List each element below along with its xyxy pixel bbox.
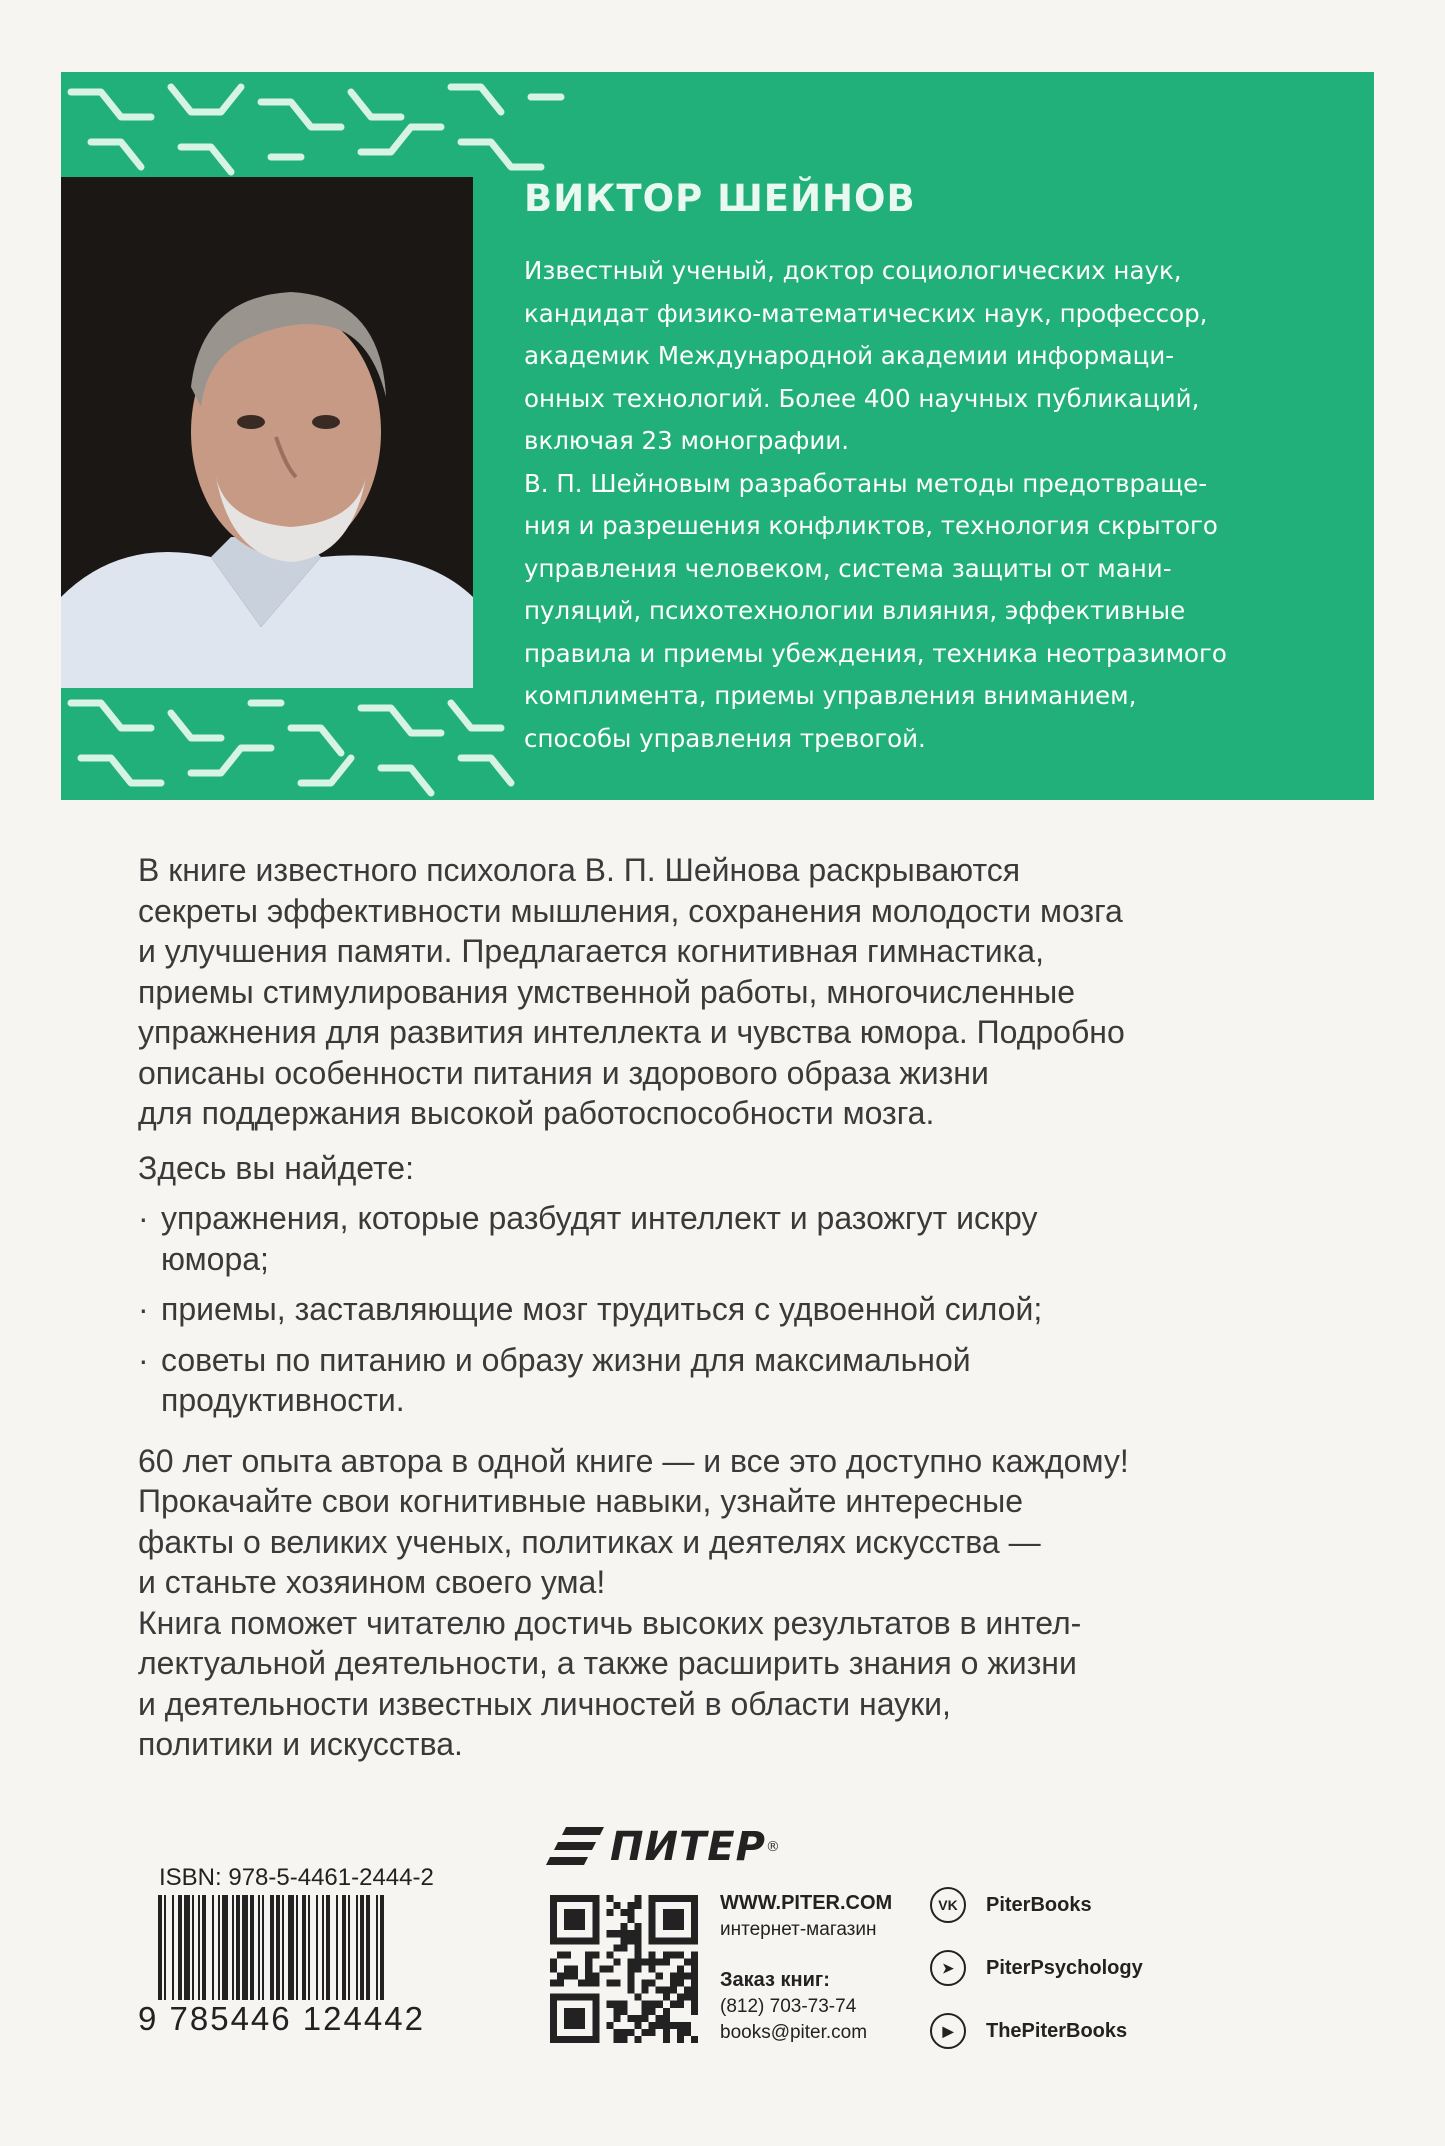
qr-module [585, 1994, 592, 2001]
qr-module [592, 1937, 599, 1944]
qr-module [670, 1916, 677, 1923]
qr-module [649, 1980, 656, 1987]
qr-module [606, 2001, 613, 2008]
qr-module [691, 1951, 698, 1958]
qr-module [592, 1994, 599, 2001]
qr-module [592, 2022, 599, 2029]
qr-module [592, 2008, 599, 2015]
play-icon: ▶ [930, 2013, 966, 2049]
qr-module [585, 1937, 592, 1944]
qr-module [585, 1980, 592, 1987]
bullet-icon: · [138, 1291, 149, 1327]
qr-module [620, 1909, 627, 1916]
qr-module [564, 1909, 571, 1916]
vk-icon: VK [930, 1887, 966, 1923]
qr-module [571, 1895, 578, 1902]
shop-info [720, 1892, 892, 2044]
qr-module [663, 1923, 670, 1930]
qr-module [592, 1902, 599, 1909]
qr-module [585, 1973, 592, 1980]
qr-module [613, 2001, 620, 2008]
qr-module [649, 1895, 656, 1902]
qr-module [571, 2022, 578, 2029]
qr-module [550, 2022, 557, 2029]
qr-module [628, 1902, 635, 1909]
telegram-icon: ➤ [930, 1950, 966, 1986]
author-name: ВИКТОР ШЕЙНОВ [524, 177, 916, 220]
qr-module [571, 1916, 578, 1923]
qr-module [684, 1994, 691, 2001]
qr-module [691, 2001, 698, 2008]
description-line: и деятельности известных личностей в области науки, [138, 1685, 951, 1722]
qr-module [635, 1944, 642, 1951]
qr-module [571, 2036, 578, 2043]
qr-module [564, 1951, 571, 1958]
qr-module [592, 1895, 599, 1902]
qr-module [564, 2008, 571, 2015]
qr-module [691, 1930, 698, 1937]
qr-module [578, 2015, 585, 2022]
qr-module [571, 1923, 578, 1930]
qr-module [613, 1958, 620, 1965]
qr-module [628, 2029, 635, 2036]
qr-module [684, 1958, 691, 1965]
qr-module [592, 1951, 599, 1958]
qr-module [571, 1937, 578, 1944]
qr-module [620, 1937, 627, 1944]
qr-module [663, 2029, 670, 2036]
qr-module [585, 1895, 592, 1902]
list-item: · советы по питанию и образу жизни для максимальной продуктивности. [138, 1341, 971, 1418]
description-line: и станьте хозяином своего ума! [138, 1564, 606, 1600]
qr-module [663, 1951, 670, 1958]
qr-module [649, 1916, 656, 1923]
qr-module [635, 1923, 642, 1930]
qr-module [691, 2036, 698, 2043]
qr-module [550, 1994, 557, 2001]
qr-module [585, 2036, 592, 2043]
barcode-digits: 9 785446 124442 [138, 2000, 425, 2037]
order-title: Заказ книг: [720, 1969, 830, 1991]
qr-module [571, 2008, 578, 2015]
qr-module [656, 2022, 663, 2029]
qr-module [649, 1965, 656, 1972]
qr-module [578, 1923, 585, 1930]
bio-line: комплимента, приемы управления вниманием, [524, 681, 1137, 710]
qr-module [642, 1958, 649, 1965]
qr-module [635, 2022, 642, 2029]
qr-module [613, 2008, 620, 2015]
qr-module [691, 1987, 698, 1994]
qr-module [656, 2001, 663, 2008]
qr-module [635, 1951, 642, 1958]
qr-module [550, 1923, 557, 1930]
qr-module [656, 1937, 663, 1944]
qr-module [564, 1937, 571, 1944]
qr-module [550, 1916, 557, 1923]
qr-module [620, 1944, 627, 1951]
qr-module [670, 1909, 677, 1916]
qr-module [677, 1937, 684, 1944]
qr-module [649, 2001, 656, 2008]
qr-module [691, 1994, 698, 2001]
description-line: для поддержания высокой работоспособности мозга. [138, 1095, 935, 1131]
qr-module [649, 1902, 656, 1909]
qr-module [578, 2036, 585, 2043]
qr-module [628, 2015, 635, 2022]
qr-module [677, 1994, 684, 2001]
qr-module [684, 1895, 691, 1902]
qr-module [550, 2008, 557, 2015]
qr-module [691, 1980, 698, 1987]
description-line: упражнения для развития интеллекта и чувства юмора. Подробно [138, 1014, 1125, 1050]
social-telegram[interactable] [930, 1950, 1143, 1986]
bio-line: кандидат физико-математических наук, профессор, [524, 298, 1208, 328]
qr-module [649, 2008, 656, 2015]
qr-module [663, 1895, 670, 1902]
qr-module [613, 2015, 620, 2022]
qr-module [592, 2015, 599, 2022]
qr-module [578, 2022, 585, 2029]
qr-module [613, 1944, 620, 1951]
qr-module [663, 1987, 670, 1994]
qr-module [677, 2022, 684, 2029]
publisher-logo [546, 1822, 780, 1872]
qr-code[interactable] [550, 1895, 698, 2043]
social-label: ThePiterBooks [986, 2019, 1128, 2042]
qr-module [550, 2001, 557, 2008]
geometric-pattern-top [61, 72, 1374, 177]
qr-module [663, 1958, 670, 1965]
qr-module [557, 2036, 564, 2043]
qr-module [571, 1909, 578, 1916]
qr-module [571, 1973, 578, 1980]
qr-module [691, 1909, 698, 1916]
qr-module [684, 2029, 691, 2036]
qr-module [564, 1965, 571, 1972]
qr-module [656, 2015, 663, 2022]
qr-module [578, 1909, 585, 1916]
qr-module [670, 1923, 677, 1930]
qr-module [691, 1902, 698, 1909]
bio-line: онных технологий. Более 400 научных публикаций, [524, 383, 1200, 413]
qr-module [635, 1994, 642, 2001]
qr-module [656, 1895, 663, 1902]
qr-module [606, 2022, 613, 2029]
qr-module [691, 1937, 698, 1944]
qr-module [649, 1909, 656, 1916]
description-line: 60 лет опыта автора в одной книге — и все это доступно каждому! [138, 1442, 1129, 1479]
author-panel [61, 72, 1374, 800]
qr-module [557, 1895, 564, 1902]
qr-module [564, 2036, 571, 2043]
qr-module [564, 1973, 571, 1980]
qr-module [691, 2008, 698, 2015]
qr-module [578, 1994, 585, 2001]
qr-module [578, 1937, 585, 1944]
qr-module [635, 2036, 642, 2043]
qr-module [628, 1916, 635, 1923]
qr-module [670, 1973, 677, 1980]
qr-module [670, 2022, 677, 2029]
bio-line: способы управления тревогой. [524, 723, 926, 753]
qr-module [642, 2029, 649, 2036]
qr-module [635, 1895, 642, 1902]
qr-module [663, 2022, 670, 2029]
description-line: факты о великих ученых, политиках и деятелях искусства — [138, 1523, 1041, 1560]
qr-module [677, 1895, 684, 1902]
qr-module [592, 2001, 599, 2008]
bio-line: управления человеком, система защиты от мани- [524, 553, 1172, 583]
list-item: · упражнения, которые разбудят интеллект и разожгут искру юмора; [138, 1200, 1038, 1277]
social-label: PiterPsychology [986, 1956, 1143, 1979]
social-youtube[interactable] [930, 2013, 1127, 2049]
qr-module [620, 2036, 627, 2043]
bullet-icon: · [138, 1341, 149, 1378]
description-line: Прокачайте свои когнитивные навыки, узнайте интересные [138, 1483, 1024, 1519]
qr-module [670, 1980, 677, 1987]
qr-module [592, 1909, 599, 1916]
order-phone[interactable]: (812) 703-73-74 [720, 1996, 857, 2017]
description-line: Книга поможет читателю достичь высоких результатов в интел- [138, 1604, 1082, 1641]
qr-module [670, 1951, 677, 1958]
qr-module [691, 1916, 698, 1923]
qr-module [564, 2015, 571, 2022]
registered-mark: ® [765, 1839, 780, 1855]
list-item: · приемы, заставляющие мозг трудиться с удвоенной силой; [138, 1289, 1318, 1330]
qr-module [656, 1973, 663, 1980]
social-vk[interactable] [930, 1887, 1092, 1923]
qr-module [613, 1902, 620, 1909]
description-line: описаны особенности питания и здорового образа жизни [138, 1054, 989, 1091]
qr-module [649, 1958, 656, 1965]
bio-line: академик Международной академии информаци- [524, 341, 1175, 370]
qr-module [628, 1958, 635, 1965]
qr-module [550, 1895, 557, 1902]
qr-module [592, 1923, 599, 1930]
qr-module [649, 1937, 656, 1944]
qr-module [606, 1951, 613, 1958]
qr-module [606, 1930, 613, 1937]
qr-module [564, 1895, 571, 1902]
website-caption: интернет-магазин [720, 1919, 877, 1940]
qr-module [635, 1965, 642, 1972]
qr-module [642, 1980, 649, 1987]
qr-module [620, 2029, 627, 2036]
qr-module [663, 1937, 670, 1944]
qr-module [677, 1980, 684, 1987]
qr-module [592, 1916, 599, 1923]
qr-module [550, 1937, 557, 1944]
qr-module [677, 1965, 684, 1972]
qr-module [578, 1980, 585, 1987]
qr-module [656, 1958, 663, 1965]
qr-module [635, 2015, 642, 2022]
qr-module [649, 2029, 656, 2036]
qr-module [571, 1994, 578, 2001]
qr-module [663, 2015, 670, 2022]
qr-module [578, 2008, 585, 2015]
qr-module [649, 2022, 656, 2029]
qr-module [606, 1980, 613, 1987]
description-line: лектуальной деятельности, а также расширить знания о жизни [138, 1645, 1077, 1681]
qr-module [613, 2036, 620, 2043]
qr-module [635, 1930, 642, 1937]
qr-module [571, 1965, 578, 1972]
qr-module [656, 1987, 663, 1994]
qr-module [592, 2036, 599, 2043]
qr-module [585, 1951, 592, 1958]
qr-module [642, 1987, 649, 1994]
qr-module [628, 1965, 635, 1972]
qr-module [691, 1923, 698, 1930]
qr-module [606, 1965, 613, 1972]
qr-module [670, 2001, 677, 2008]
description-line: приемы стимулирования умственной работы, многочисленные [138, 973, 1075, 1010]
qr-module [628, 1937, 635, 1944]
qr-module [557, 1994, 564, 2001]
logo-stripes-icon [546, 1825, 606, 1869]
qr-module [642, 2008, 649, 2015]
qr-module [613, 1980, 620, 1987]
qr-module [677, 1916, 684, 1923]
feature-list [138, 1198, 1318, 1421]
qr-module [592, 1973, 599, 1980]
website-link[interactable]: WWW.PITER.COM [720, 1892, 893, 1914]
qr-module [663, 2036, 670, 2043]
qr-module [550, 1902, 557, 1909]
bio-line: правила и приемы убеждения, техника неотразимого [524, 638, 1227, 668]
qr-module [663, 1994, 670, 2001]
qr-module [585, 1958, 592, 1965]
bio-line: пуляций, психотехнологии влияния, эффективные [524, 596, 1186, 625]
qr-module [691, 1965, 698, 1972]
qr-module [557, 1951, 564, 1958]
order-email[interactable]: books@piter.com [720, 2022, 868, 2043]
qr-module [564, 2022, 571, 2029]
qr-module [620, 1930, 627, 1937]
qr-module [684, 1937, 691, 1944]
description-line: секреты эффективности мышления, сохранения молодости мозга [138, 892, 1123, 929]
qr-module [571, 2015, 578, 2022]
qr-module [613, 1930, 620, 1937]
logo-text: ПИТЕР [610, 1824, 766, 1870]
qr-module [613, 2029, 620, 2036]
qr-module [620, 2008, 627, 2015]
description-line: и улучшения памяти. Предлагается когнитивная гимнастика, [138, 933, 1044, 969]
isbn-label: ISBN: 978-5-4461-2444-2 [159, 1864, 434, 1891]
qr-module [684, 1973, 691, 1980]
description-line: политики и искусства. [138, 1726, 463, 1762]
qr-module [557, 1973, 564, 1980]
description-line: В книге известного психолога В. П. Шейнова раскрываются [138, 852, 1021, 888]
list-title: Здесь вы найдете: [138, 1149, 414, 1186]
qr-module [677, 1973, 684, 1980]
bio-line: включая 23 монографии. [524, 426, 849, 455]
qr-module [628, 1987, 635, 1994]
geometric-pattern-bottom [61, 688, 1374, 800]
qr-module [691, 1973, 698, 1980]
qr-module [592, 1980, 599, 1987]
qr-module [628, 1930, 635, 1937]
qr-module [550, 1930, 557, 1937]
qr-module [564, 1916, 571, 1923]
book-description [138, 850, 1318, 1765]
qr-module [635, 1937, 642, 1944]
portrait-illustration [61, 177, 473, 688]
bullet-icon: · [138, 1200, 149, 1236]
qr-module [691, 1895, 698, 1902]
qr-module [663, 2008, 670, 2015]
qr-module [564, 1923, 571, 1930]
qr-module [663, 1916, 670, 1923]
qr-module [628, 1909, 635, 1916]
qr-module [677, 1923, 684, 1930]
qr-module [578, 1916, 585, 1923]
qr-module [628, 1980, 635, 1987]
qr-module [550, 1965, 557, 1972]
qr-module [628, 1973, 635, 1980]
bio-line: ния и разрешения конфликтов, технология скрытого [524, 511, 1218, 540]
qr-module [677, 1951, 684, 1958]
qr-module [550, 2029, 557, 2036]
qr-module [564, 1994, 571, 2001]
qr-module [550, 1909, 557, 1916]
qr-module [550, 2036, 557, 2043]
qr-module [606, 1909, 613, 1916]
qr-module [550, 1980, 557, 1987]
qr-module [691, 1958, 698, 1965]
qr-module [550, 2015, 557, 2022]
qr-module [649, 1951, 656, 1958]
qr-module [592, 1930, 599, 1937]
qr-module [606, 1895, 613, 1902]
qr-module [599, 1965, 606, 1972]
qr-module [677, 2001, 684, 2008]
qr-module [592, 2029, 599, 2036]
qr-module [684, 1987, 691, 1994]
qr-module [670, 1937, 677, 1944]
qr-module [649, 1923, 656, 1930]
qr-module [684, 2022, 691, 2029]
qr-module [557, 1937, 564, 1944]
qr-module [649, 1930, 656, 1937]
qr-module [635, 1958, 642, 1965]
qr-module [620, 2001, 627, 2008]
qr-module [585, 1965, 592, 1972]
qr-module [642, 2015, 649, 2022]
author-photo [61, 177, 473, 688]
qr-module [550, 1958, 557, 1965]
qr-module [677, 1909, 684, 1916]
qr-module [677, 2029, 684, 2036]
author-bio [524, 250, 1374, 760]
social-label: PiterBooks [986, 1893, 1092, 1916]
qr-module [620, 1923, 627, 1930]
qr-module [670, 1987, 677, 1994]
bio-line: Известный ученый, доктор социологических наук, [524, 256, 1182, 285]
qr-module [677, 2036, 684, 2043]
qr-module [635, 1902, 642, 1909]
qr-module [642, 2001, 649, 2008]
qr-module [557, 1980, 564, 1987]
qr-module [578, 1895, 585, 1902]
bio-line: В. П. Шейновым разработаны методы предотвраще- [524, 468, 1208, 498]
qr-module [663, 1909, 670, 1916]
qr-module [670, 1895, 677, 1902]
